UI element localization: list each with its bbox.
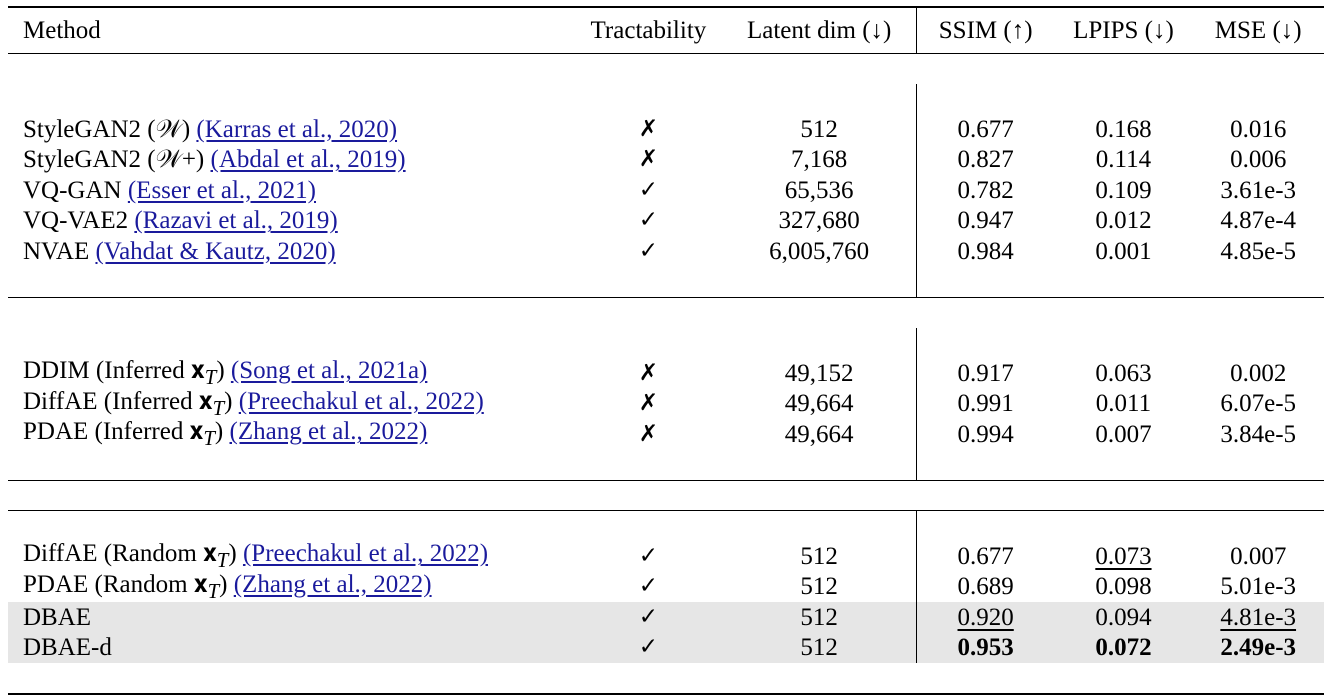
method-name: DBAE (8, 602, 574, 633)
table-row (8, 419, 1324, 450)
method-tail: ) (224, 387, 233, 415)
ssim-value: 0.947 (916, 206, 1054, 237)
mse-value: 0.002 (1230, 359, 1287, 387)
tractability-mark: ✓ (638, 176, 659, 203)
ssim-value: 0.920 (957, 603, 1014, 631)
citation-link[interactable]: (Razavi et al., 2019) (134, 207, 338, 235)
table-row (8, 541, 1324, 572)
latent-dim-value: 7,168 (791, 146, 848, 174)
mse-value: 0.007 (1230, 542, 1287, 570)
method-subscript: T (212, 395, 225, 420)
lpips-value: 0.094 (1054, 602, 1192, 633)
lpips-value: 0.007 (1095, 420, 1152, 448)
method-name: VQ-GAN (23, 176, 122, 204)
latent-dim-value: 512 (800, 542, 838, 570)
table-row (8, 175, 1324, 206)
method-name: NVAE (23, 237, 90, 265)
lpips-value: 0.098 (1095, 573, 1152, 601)
latent-dim-value: 512 (800, 573, 838, 601)
method-name: StyleGAN2 (𝒲+) (23, 146, 205, 174)
ssim-value: 0.827 (916, 145, 1054, 176)
citation-link[interactable]: (Zhang et al., 2022) (233, 570, 432, 598)
ssim-value: 0.917 (916, 358, 1054, 389)
method-subscript: T (216, 548, 229, 573)
tractability-mark: ✓ (574, 602, 722, 633)
lpips-value: 0.011 (1095, 390, 1152, 418)
tractability-mark: ✗ (638, 359, 659, 386)
tractability-mark: ✓ (638, 573, 659, 600)
lpips-value: 0.072 (1054, 633, 1192, 664)
citation-link[interactable]: (Song et al., 2021a) (230, 357, 428, 385)
mse-value: 6.07e-5 (1220, 390, 1297, 418)
tractability-mark: ✗ (638, 146, 659, 173)
method-subscript: T (204, 365, 217, 390)
method-name: DBAE-d (8, 633, 574, 664)
header-row (8, 7, 1324, 53)
mse-value: 2.49e-3 (1192, 633, 1324, 664)
lpips-value: 0.001 (1095, 237, 1152, 265)
tractability-mark: ✓ (638, 542, 659, 569)
tractability-mark: ✓ (638, 237, 659, 264)
ssim-value: 0.689 (916, 572, 1054, 603)
latent-dim-value: 512 (800, 115, 838, 143)
latent-dim-value: 327,680 (778, 207, 860, 235)
method-name: DDIM (Inferred 𝐱 (23, 357, 205, 385)
results-table (8, 6, 1324, 695)
latent-dim-value: 6,005,760 (769, 237, 870, 265)
table-row-highlighted (8, 602, 1324, 633)
lpips-value: 0.114 (1095, 146, 1152, 174)
ssim-value: 0.991 (916, 389, 1054, 420)
tractability-mark: ✗ (638, 115, 659, 142)
latent-dim-value: 512 (723, 602, 917, 633)
latent-dim-value: 512 (723, 633, 917, 664)
header-tractability: Tractability (574, 7, 722, 53)
method-tail: ) (214, 418, 224, 446)
tractability-mark: ✓ (574, 633, 722, 664)
ssim-value: 0.677 (916, 541, 1054, 572)
lpips-value: 0.073 (1095, 542, 1152, 570)
latent-dim-value: 49,152 (784, 359, 854, 387)
mse-value: 0.006 (1230, 146, 1287, 174)
method-tail: ) (228, 540, 237, 568)
mse-value: 3.61e-3 (1220, 176, 1297, 204)
header-latent-dim: Latent dim (↓) (723, 7, 917, 53)
mse-value: 3.84e-5 (1220, 420, 1297, 448)
ssim-value: 0.984 (916, 236, 1054, 267)
method-tail: ) (216, 357, 225, 385)
latent-dim-value: 49,664 (784, 390, 854, 418)
table-row (8, 114, 1324, 145)
citation-link[interactable]: (Vahdat & Kautz, 2020) (95, 237, 336, 265)
mse-value: 0.016 (1230, 115, 1287, 143)
method-name: PDAE (Random 𝐱 (23, 570, 208, 598)
header-lpips: LPIPS (↓) (1054, 7, 1192, 53)
tractability-mark: ✗ (638, 420, 659, 447)
mse-value: 4.81e-3 (1220, 603, 1297, 631)
citation-link[interactable]: (Abdal et al., 2019) (210, 146, 406, 174)
table-row (8, 145, 1324, 176)
ssim-value: 0.782 (916, 175, 1054, 206)
lpips-value: 0.109 (1095, 176, 1152, 204)
lpips-value: 0.168 (1095, 115, 1152, 143)
mse-value: 4.85e-5 (1220, 237, 1297, 265)
table-row (8, 358, 1324, 389)
table-row-highlighted (8, 633, 1324, 664)
method-name: StyleGAN2 (𝒲) (23, 115, 191, 143)
ssim-value: 0.677 (916, 114, 1054, 145)
method-subscript: T (203, 426, 215, 451)
method-name: VQ-VAE2 (23, 207, 129, 235)
tractability-mark: ✗ (638, 390, 659, 417)
citation-link[interactable]: (Preechakul et al., 2022) (242, 540, 489, 568)
lpips-value: 0.063 (1095, 359, 1152, 387)
header-ssim: SSIM (↑) (916, 7, 1054, 53)
header-mse: MSE (↓) (1192, 7, 1324, 53)
citation-link[interactable]: (Zhang et al., 2022) (229, 418, 428, 446)
lpips-value: 0.012 (1095, 207, 1152, 235)
ssim-value: 0.994 (916, 419, 1054, 450)
table-row (8, 389, 1324, 420)
mse-value: 4.87e-4 (1220, 207, 1297, 235)
latent-dim-value: 65,536 (784, 176, 854, 204)
method-name: DiffAE (Inferred 𝐱 (23, 387, 213, 415)
mse-value: 5.01e-3 (1220, 573, 1297, 601)
method-tail: ) (219, 570, 228, 598)
table-row (8, 206, 1324, 237)
method-name: PDAE (Inferred 𝐱 (23, 418, 204, 446)
header-method: Method (8, 7, 574, 53)
citation-link[interactable]: (Esser et al., 2021) (127, 176, 316, 204)
tractability-mark: ✓ (638, 207, 659, 234)
table-row (8, 572, 1324, 603)
latent-dim-value: 49,664 (784, 420, 854, 448)
table-row (8, 236, 1324, 267)
method-name: DiffAE (Random 𝐱 (23, 540, 217, 568)
ssim-value: 0.953 (916, 633, 1054, 664)
citation-link[interactable]: (Karras et al., 2020) (196, 115, 398, 143)
citation-link[interactable]: (Preechakul et al., 2022) (238, 387, 484, 415)
method-subscript: T (207, 578, 220, 603)
